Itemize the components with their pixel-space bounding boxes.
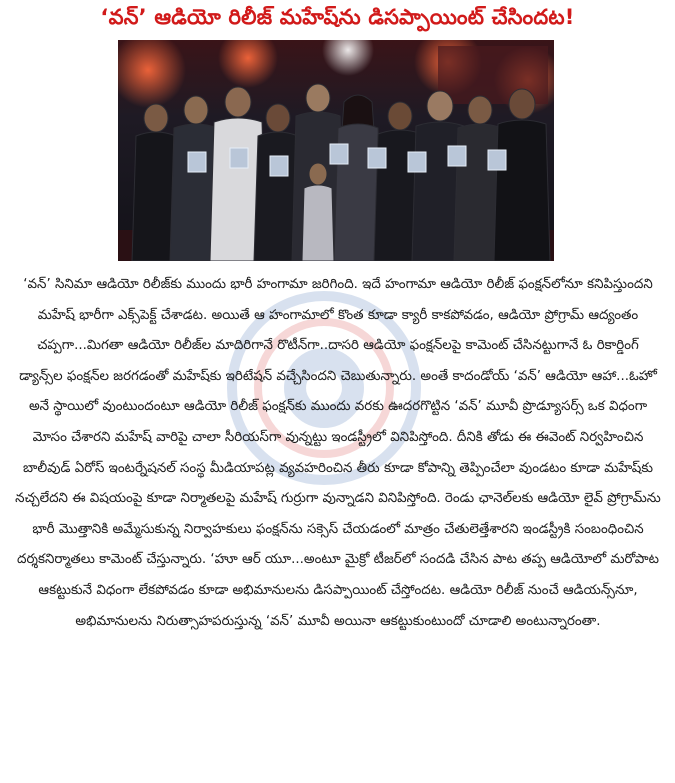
event-photo [118, 40, 554, 261]
headline: ‘వన్’ ఆడియో రిలీజ్ మహేష్‌ను డిసప్పాయింట్ చేసిందట! [100, 5, 575, 29]
article-body [14, 270, 662, 782]
event-photo-illustration [118, 40, 554, 261]
article-paragraph: ‘వన్’ సినిమా ఆడియో రిలీజ్‌కు ముందు భారీ హంగామా జరిగింది. ఇదే హంగామా ఆడియో రిలీజ్ ఫంక్షన్‌లోనూ కనిపిస్తుందని మహేష్ భారీగా ఎక్స్‌పెక్ట్ చేశాడట. అయితే ఆ హంగామాలో కొంత కూడా క్యారీ కాకపోవడం, ఆడియో ప్రోగ్రామ్ ఆద్యంతం చప్పగా...మిగతా ఆడియో రిలీజ్‌ల మాదిరిగానే రొటీన్‌గా..దాసరి ఆడియో ఫంక్షన్‌లపై కామెంట్ చేసినట్టుగానే ఓ రికార్డింగ్ డ్యాన్స్‌ల ఫంక్షన్‌ల జరగడంతో మహేష్‌కు ఇరిటేషన్ వచ్చేసిందని చెబుతున్నారు. అంతే కాదండోయ్ ‘వన్’ ఆడియో ఆహా...ఓహో అనే స్థాయిలో వుంటుందంటూ ఆడియో రిలీజ్ ఫంక్షన్‌కు ముందు వరకు ఊదరగొట్టిన ‘వన్’ మూవీ ప్రొడ్యూసర్స్ ఒక విధంగా మోసం చేశారని మహేష్ వారిపై చాలా సీరియస్‌గా వున్నట్టు ఇండస్ట్రీలో వినిపిస్తోంది. దీనికి తోడు ఈ ఈవెంట్ నిర్వహించిన బాలీవుడ్ ఏరోస్ ఇంటర్నేషనల్ సంస్థ మీడియాపట్ల వ్యవహరించిన తీరు కూడా కోపాన్ని తెప్పించేలా వుండటం కూడా మహేష్‌కు నచ్చలేదని ఈ విషయంపై కూడా నిర్మాతలపై మహేష్ గుర్రుగా వున్నాడని వినిపిస్తోంది. రెండు ఛానెల్‌లకు ఆడియో లైవ్ ప్రోగ్రామ్‌ను భారీ మొత్తానికి అమ్మేసుకున్న నిర్వాహకులు ఫంక్షన్‌ను సక్సెస్ చేయడంలో మాత్రం చేతులెత్తేశారని ఇండస్ట్రీకి సంబంధించిన దర్శకనిర్మాతలు కామెంట్ చేస్తున్నారు. ‘హూ ఆర్ యూ...అంటూ మైక్రో టీజర్‌లో సందడి చేసిన పాట తప్ప ఆడియోలో మరోపాట ఆకట్టుకునే విధంగా లేకపోవడం కూడా అభిమానులను డిసప్పాయింట్ చేస్తోందట. ఆడియో రిలీజ్ నుంచే ఆడియన్స్‌నూ, అభిమానులను నిరుత్సాహపరుస్తున్న ‘వన్’ మూవీ అయినా ఆకట్టుకుంటుందో చూడాలి అంటున్నారంతా. [15, 277, 661, 629]
